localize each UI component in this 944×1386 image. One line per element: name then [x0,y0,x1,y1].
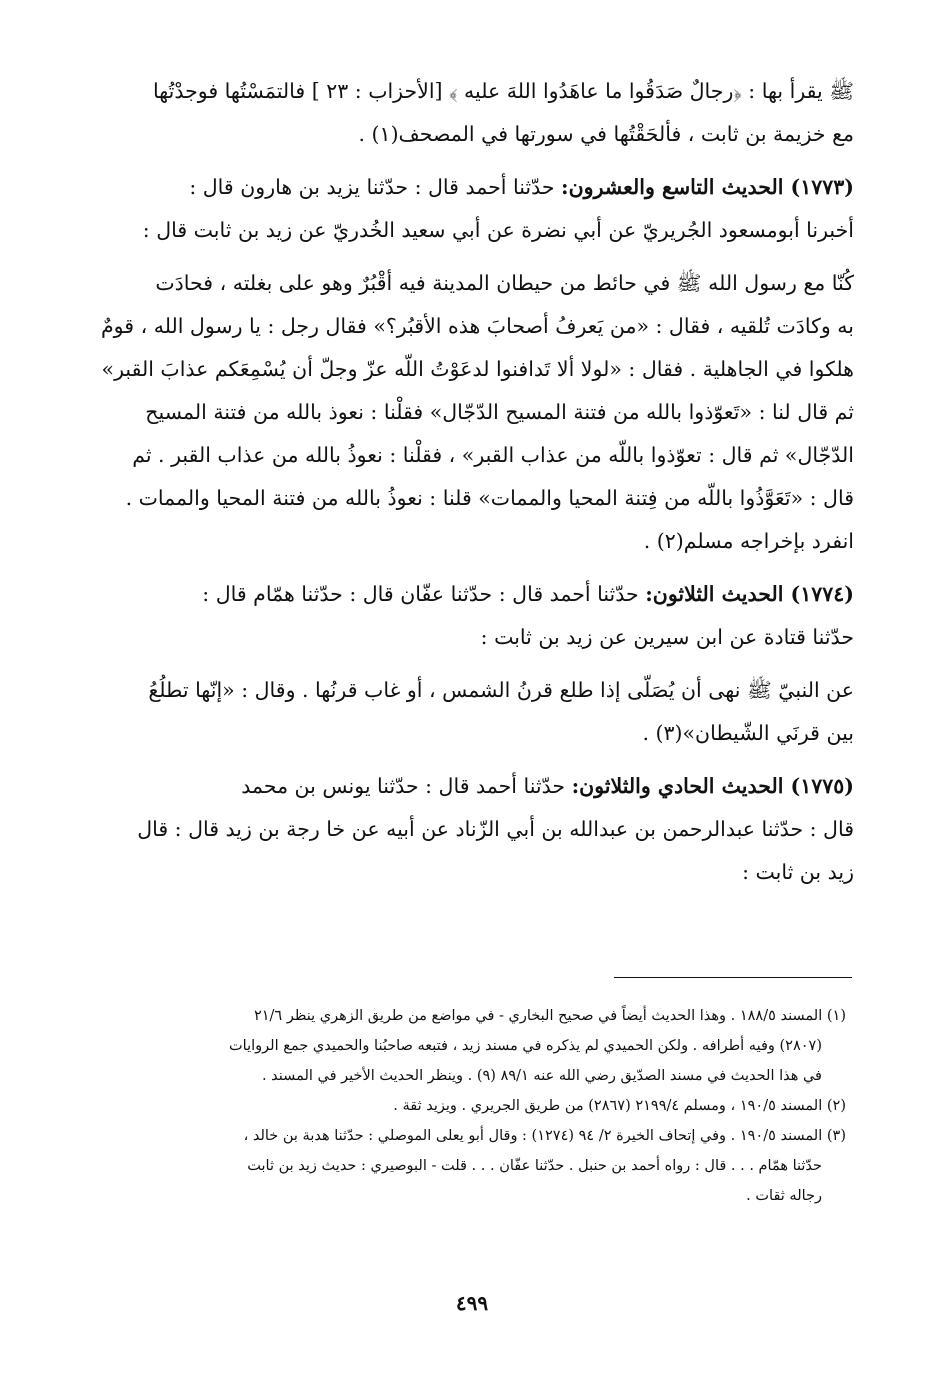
text-line: كُنّا مع رسول الله ﷺ في حائط من حيطان المدينة فيه أقْبُرٌ وهو على بغلته ، فحادَت [155,271,854,295]
footnotes [92,1001,846,1211]
footnote-line: (١) المسند ١٨٨/٥ . وهذا الحديث أيضاً في صحيح البخاري - في مواضع من طريق الزهري ينظر ٢١/٦ [253,1008,846,1024]
text-line: ثم قال لنا : «تَعوّذوا بالله من فتنة المسيح الدّجّال» فقلْنا : نعوذ بالله من فتنة المسيح [145,400,854,424]
main-text [80,70,854,904]
hadith-heading: (١٧٧٣) الحديث التاسع والعشرون: [561,175,854,199]
footnote-line: (٢٨٠٧) وفيه أطرافه . ولكن الحميدي لم يذكره في مسند زيد ، فتبعه صاحبُنا والحميدي جمع الروايات [229,1038,822,1054]
text-line: ﷺ يقرأ بها : ﴿رجالٌ صَدَقُوا ما عاهَدُوا اللهَ عليه ﴾ [الأحزاب : ٢٣ ] فالتمَسْتُها فوجدْتُها [152,79,854,103]
text-line: بين قرنَي الشّيطان»(٣) . [642,721,854,745]
text-line: حدّثنا أحمد قال : حدّثنا عفّان قال : حدّثنا همّام قال : [202,582,646,606]
text-line: حدّثنا قتادة عن ابن سيرين عن زيد بن ثابت : [480,625,854,649]
text-line: به وكادَت تُلقيه ، فقال : «من يَعرفُ أصحابَ هذه الأقبُر؟» فقال رجل : يا رسول الله ، قومٌ [100,314,854,338]
page-number: ٤٩٩ [455,1291,489,1315]
text-line: حدّثنا أحمد قال : حدّثنا يزيد بن هارون قال : [189,175,562,199]
text-line: قال : حدّثنا عبدالرحمن بن عبدالله بن أبي الزّناد عن أبيه عن خا رجة بن زيد قال : قال [137,817,854,841]
hadith-heading: (١٧٧٤) الحديث الثلاثون: [645,582,854,606]
text-line: الدّجّال» ثم قال : تعوّذوا باللّه من عذاب القبر» ، فقلْنا : نعوذُ بالله من عذاب القبر . ثم [132,443,854,467]
paragraph-quran-verse [80,70,854,156]
text-line: هلكوا في الجاهلية . فقال : «لولا ألا تَدافنوا لدعَوْتُ اللّه عزّ وجلّ أن يُسْمِعَكم عذابَ القبر» [101,357,854,381]
footnote-divider [614,977,852,978]
footnote-line: (٢) المسند ١٩٠/٥ ، ومسلم ٢١٩٩/٤ (٢٨٦٧) من طريق الجريري . ويزيد ثقة . [393,1098,846,1114]
paragraph-hadith-1773-isnad [80,166,854,252]
text-line: مع خزيمة بن ثابت ، فألحَقْتُها في سورتها في المصحف(١) . [358,122,854,146]
text-line: قال : «تَعَوَّذُوا باللّه من فِتنة المحيا والممات» قلنا : نعوذُ بالله من فتنة المحيا والممات . [125,486,854,510]
paragraph-hadith-1773-matn [80,262,854,563]
hadith-heading: (١٧٧٥) الحديث الحادي والثلاثون: [571,774,854,798]
footnote-line: في هذا الحديث في مسند الصدّيق رضي الله عنه ٨٩/١ (٩) . وينظر الحديث الأخير في المسند . [261,1068,822,1084]
footnote-line: رجاله ثقات . [746,1188,822,1204]
footnote-2 [92,1091,846,1121]
text-line: أخبرنا أبومسعود الجُريريّ عن أبي نضرة عن أبي سعيد الخُدريّ عن زيد بن ثابت قال : [142,218,854,242]
paragraph-hadith-1774-matn [80,669,854,755]
paragraph-hadith-1774-isnad [80,573,854,659]
footnote-line: حدّثنا همّام . . . قال : رواه أحمد بن حنبل . حدّثنا عفّان . . . قلت - البوصيري : حديث زيد بن ثابت [247,1158,822,1174]
text-line: زيد بن ثابت : [742,860,854,884]
paragraph-hadith-1775-isnad [80,765,854,894]
footnote-3 [92,1121,846,1211]
text-line: انفرد بإخراجه مسلم(٢) . [643,529,854,553]
text-line: حدّثنا أحمد قال : حدّثنا يونس بن محمد [241,774,572,798]
text-line: عن النبيّ ﷺ نهى أن يُصَلّى إذا طلع قرنُ الشمس ، أو غاب قرنُها . وقال : «إنّها تطلُعُ [148,678,854,702]
footnote-1 [92,1001,846,1091]
footnote-line: (٣) المسند ١٩٠/٥ . وفي إتحاف الخيرة ٢/ ٩٤ (١٢٧٤) : وقال أبو يعلى الموصلي : حدّثنا هدبة بن خالد ، [243,1128,846,1144]
